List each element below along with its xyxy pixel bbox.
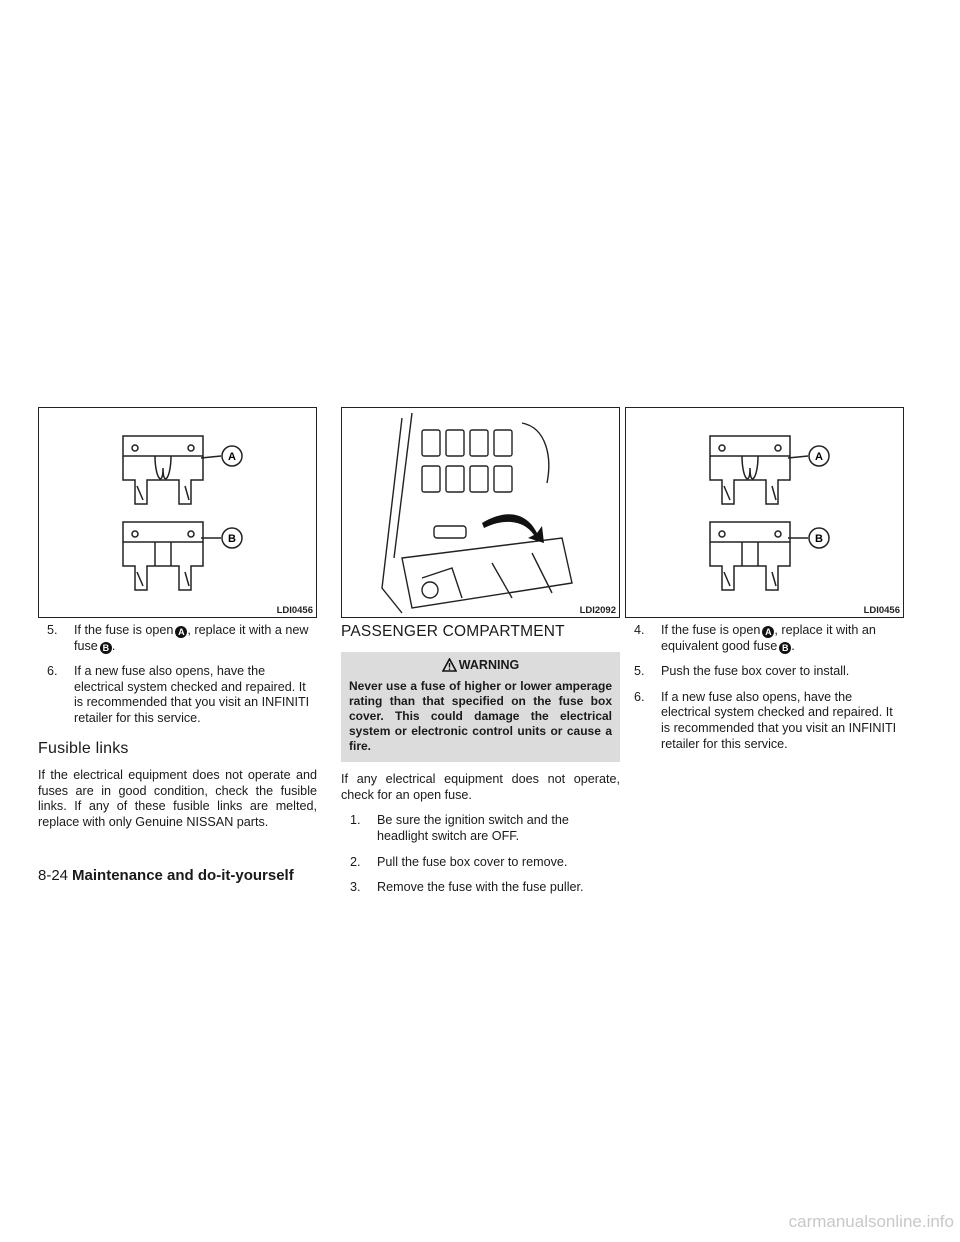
fig-label-a: A bbox=[228, 451, 236, 463]
page-footer bbox=[38, 867, 294, 884]
chapter-title: Maintenance and do-it-yourself bbox=[72, 867, 294, 884]
watermark: carmanualsonline.info bbox=[788, 1212, 954, 1231]
fuse-box-illustration bbox=[342, 408, 619, 617]
column-middle bbox=[341, 407, 620, 906]
fuse-figure-right bbox=[625, 407, 904, 618]
page-number: 8-24 bbox=[38, 867, 69, 884]
warning-title: WARNING bbox=[458, 657, 520, 672]
step-5: 5. If the fuse is open A , replace it with a new fuse B . bbox=[47, 623, 309, 653]
fusible-links-paragraph: If the electrical equipment does not operate and fuses are in good condition, check the fusible links. If any of these fusible links are melted, replace with only Genuine NISSAN parts. bbox=[38, 768, 317, 829]
step-5: 5. Push the fuse box cover to install. bbox=[634, 664, 850, 679]
section-heading-fusible-links: Fusible links bbox=[38, 739, 129, 757]
fuse-illustration bbox=[626, 408, 903, 617]
fig-label-b: B bbox=[228, 533, 236, 545]
step-6: 6. If a new fuse also opens, have the electrical system checked and repaired. It is recommended that you visit an INFINITI retailer for this service. bbox=[47, 664, 310, 725]
column-left bbox=[38, 407, 317, 841]
step-2: 2. Pull the fuse box cover to remove. bbox=[350, 854, 568, 869]
warning-triangle-icon bbox=[442, 658, 457, 672]
warning-box bbox=[341, 652, 620, 763]
marker-a-icon: A bbox=[762, 626, 774, 638]
warning-text: Never use a fuse of higher or lower amperage rating than that specified on the fuse box cover. This could damage the electrical system or electronic control units or cause a fire. bbox=[349, 679, 612, 754]
intro-paragraph: If any electrical equipment does not operate, check for an open fuse. bbox=[341, 772, 620, 802]
figure-code: LDI2092 bbox=[579, 605, 616, 616]
marker-b-icon: B bbox=[779, 642, 791, 654]
column-right bbox=[625, 407, 904, 762]
step-3: 3. Remove the fuse with the fuse puller. bbox=[350, 880, 584, 895]
marker-a-icon: A bbox=[175, 626, 187, 638]
section-heading-passenger-compartment: PASSENGER COMPARTMENT bbox=[341, 623, 565, 640]
step-1: 1. Be sure the ignition switch and the headlight switch are OFF. bbox=[350, 813, 569, 843]
fuse-figure-left bbox=[38, 407, 317, 618]
fig-label-b: B bbox=[815, 533, 823, 545]
fig-label-a: A bbox=[815, 451, 823, 463]
step-6: 6. If a new fuse also opens, have the electrical system checked and repaired. It is recommended that you visit an INFINITI retailer for this service. bbox=[634, 689, 897, 751]
figure-code: LDI0456 bbox=[276, 605, 313, 616]
fuse-box-figure bbox=[341, 407, 620, 618]
fuse-illustration bbox=[39, 408, 316, 617]
step-4: 4. If the fuse is open A , replace it with an equivalent good fuse B . bbox=[634, 623, 876, 653]
figure-code: LDI0456 bbox=[863, 605, 900, 616]
marker-b-icon: B bbox=[100, 642, 112, 654]
